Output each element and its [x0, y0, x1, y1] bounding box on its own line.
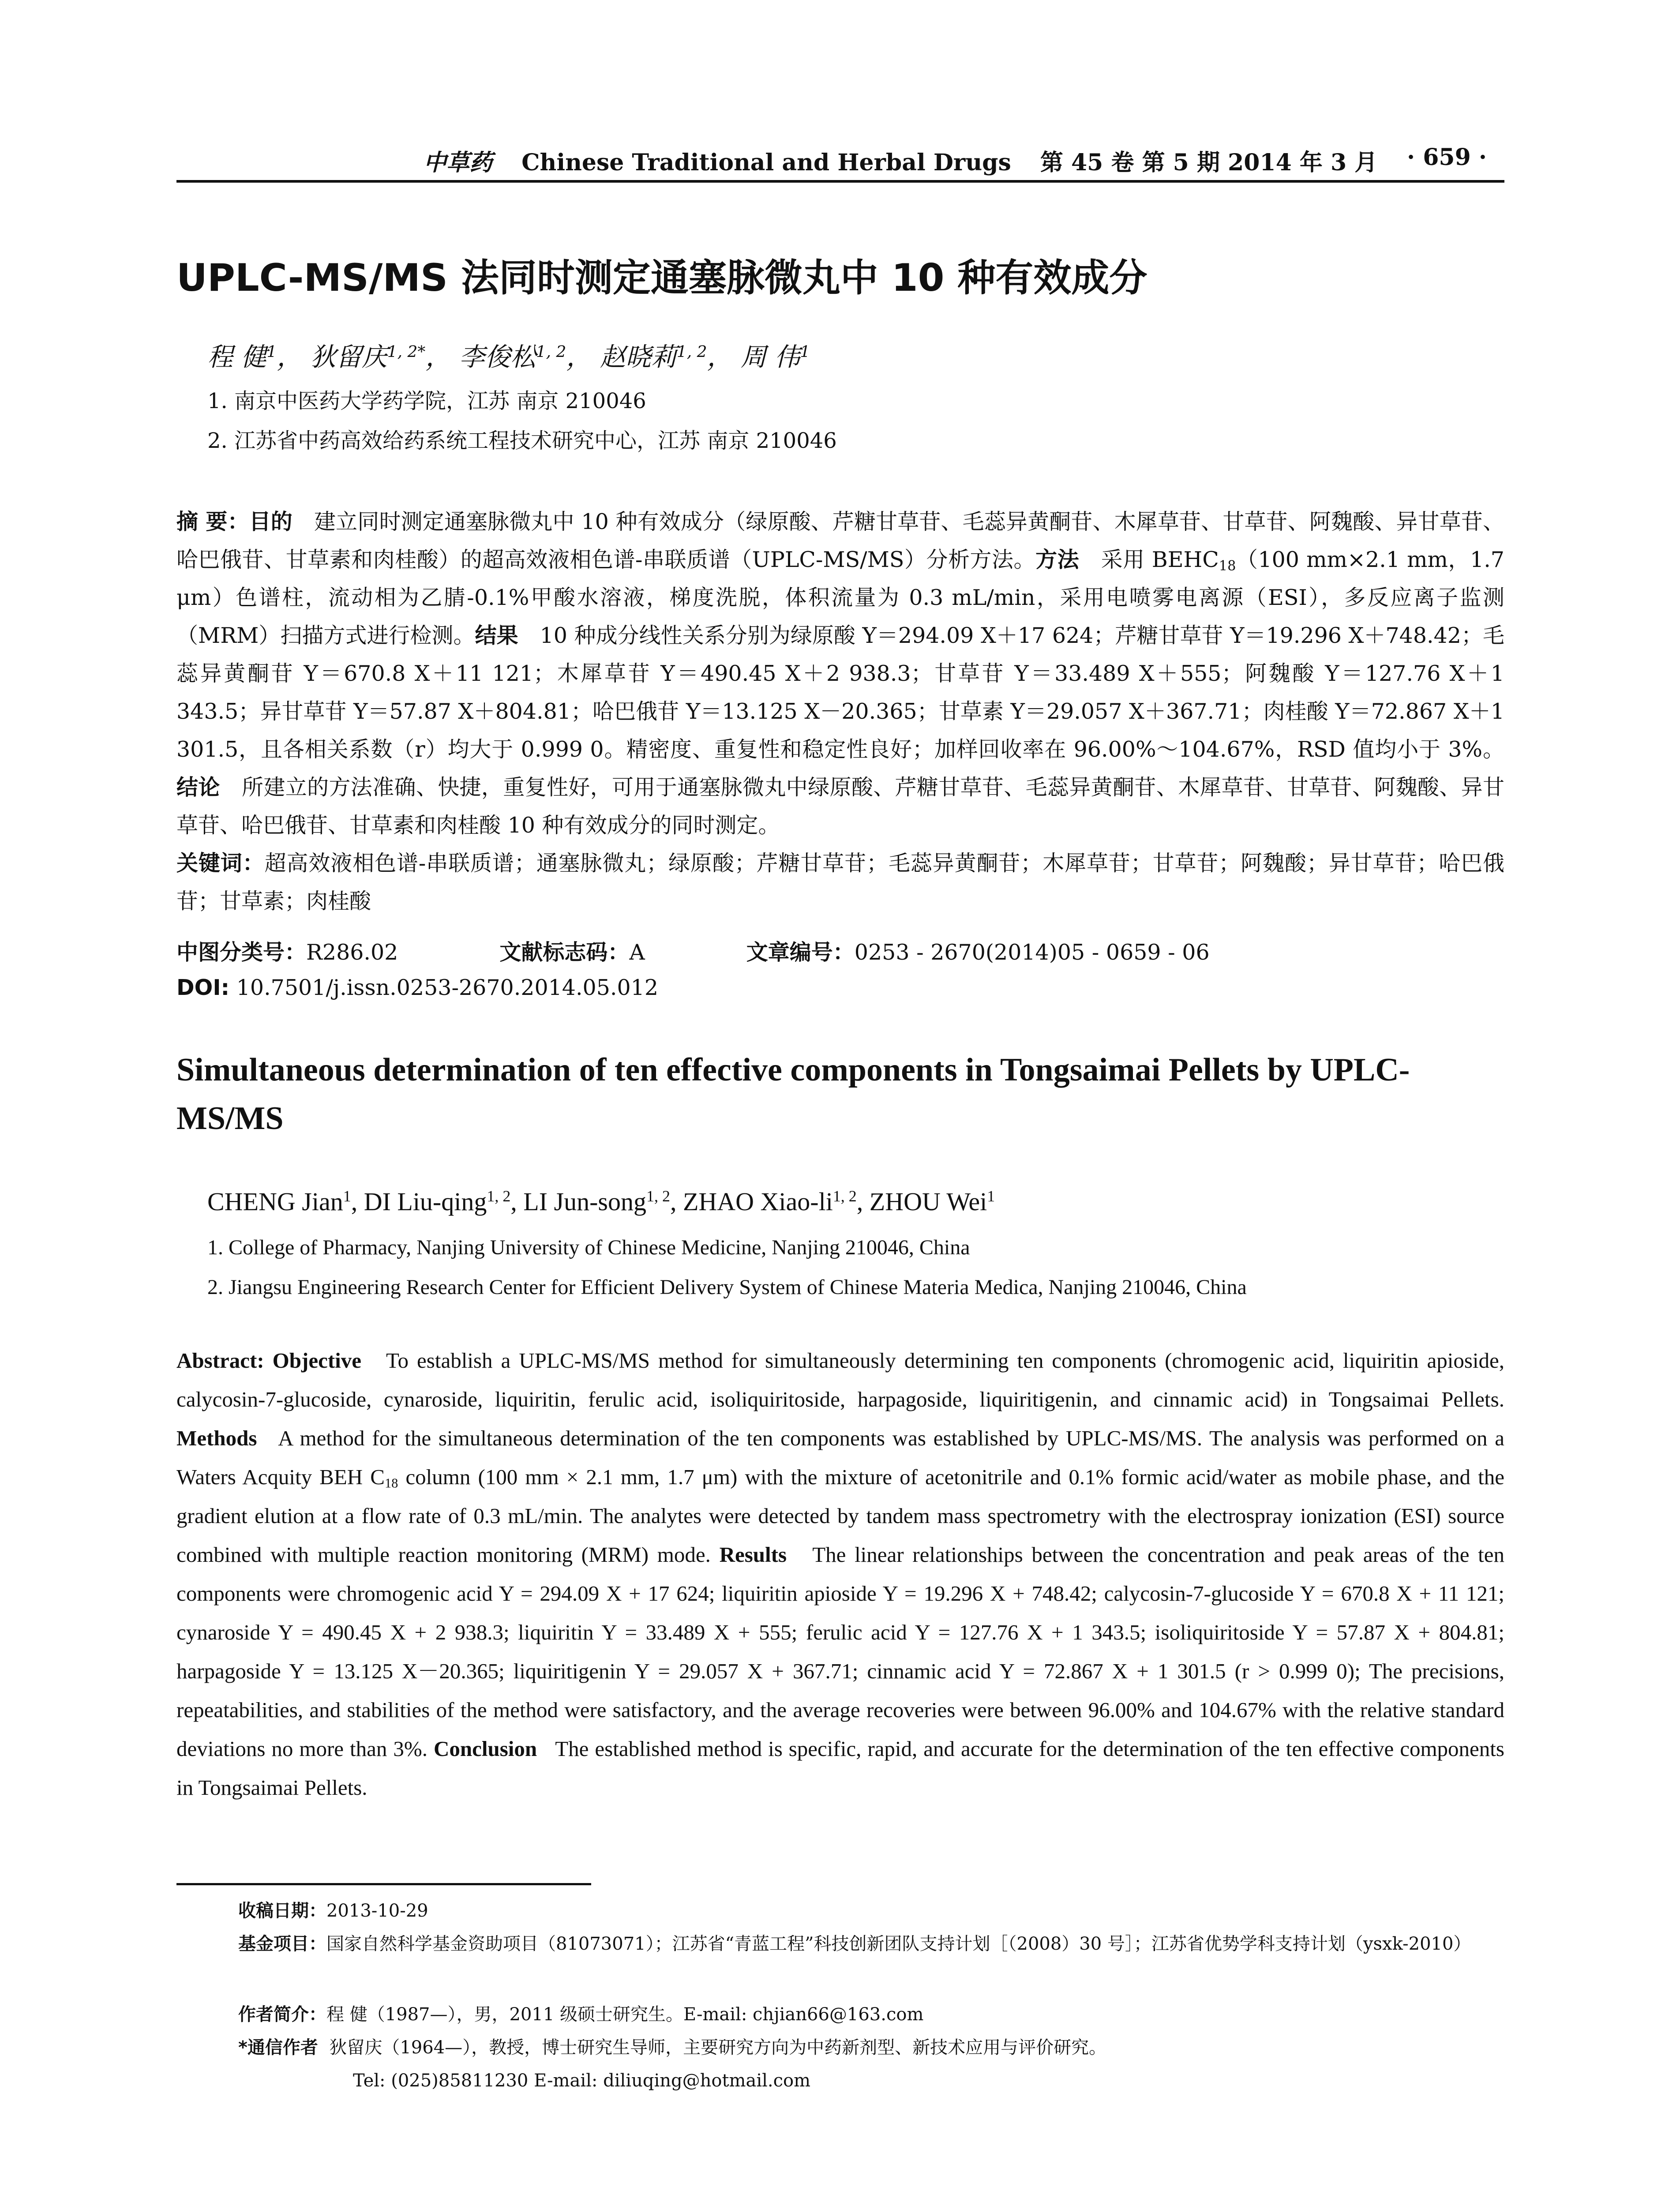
author-sup: 1, 2 [536, 343, 566, 361]
footnote-contact: Tel: (025)85811230 E-mail: diliuqing@hotmail.com [353, 2071, 811, 2091]
footnote-corresponding [238, 2034, 1500, 2061]
en-affiliation-2: 2. Jiangsu Engineering Research Center for Efficient Delivery System of Chinese Materia Medica, Nanjing 210046, China [207, 1276, 1247, 1299]
doc-code-value: A [629, 940, 645, 965]
author-name: CHENG Jian [207, 1187, 343, 1216]
zh-results-label: 结果 [475, 623, 518, 648]
corr-label: *通信作者 [238, 2037, 318, 2058]
running-header [176, 140, 1504, 183]
author-sup: 1 [987, 1187, 995, 1205]
author-sup: 1 [266, 343, 277, 361]
author-sup: 1, 2 [646, 1187, 670, 1205]
journal-line [424, 144, 1377, 177]
en-abstract [176, 1341, 1504, 1807]
author-name: DI Liu-qing [364, 1187, 487, 1216]
zh-conclusion-text: 所建立的方法准确、快捷，重复性好，可用于通塞脉微丸中绿原酸、芹糖甘草苷、毛蕊异黄酮苷、木犀草苷、甘草苷、阿魏酸、异甘草苷、哈巴俄苷、甘草素和肉桂酸 10 种有效成分的同时测定。 [176, 775, 1504, 838]
author-name: 赵晓莉 [600, 342, 677, 372]
bio-value: 程 健（1987—），男，2011 级硕士研究生。E-mail: chjian66@163.com [326, 2004, 924, 2025]
en-affiliation-1: 1. College of Pharmacy, Nanjing University of Chinese Medicine, Nanjing 210046, China [207, 1236, 970, 1259]
fund-value: 国家自然科学基金资助项目（81073071）；江苏省“青蓝工程”科技创新团队支持计划［（2008）30 号］；江苏省优势学科支持计划（ysxk-2010） [326, 1934, 1471, 1954]
doc-code-label: 文献标志码： [499, 940, 630, 965]
zh-affiliation-2: 2. 江苏省中药高效给药系统工程技术研究中心，江苏 南京 210046 [207, 428, 837, 453]
bio-label: 作者简介： [238, 2004, 326, 2025]
author-sup: 1, 2 [832, 1187, 857, 1205]
en-methods-label: Methods [176, 1426, 257, 1450]
zh-keywords-text: 超高效液相色谱-串联质谱；通塞脉微丸；绿原酸；芹糖甘草苷；毛蕊异黄酮苷；木犀草苷；甘草苷；阿魏酸；异甘草苷；哈巴俄苷；甘草素；肉桂酸 [176, 851, 1504, 914]
page-number: · 659 · [1407, 144, 1487, 171]
en-conclusion-label: Conclusion [433, 1737, 537, 1761]
doi-label: DOI: [176, 975, 230, 1000]
en-methods-sub: 18 [384, 1475, 398, 1491]
zh-objective-label: 目的 [249, 509, 292, 534]
doi-line [176, 975, 658, 1000]
zh-abstract-label: 摘 要： [176, 509, 249, 534]
doi-value: 10.7501/j.issn.0253-2670.2014.05.012 [236, 975, 658, 1000]
en-conclusion-text: The established method is specific, rapid, and accurate for the determination of the ten effective components in Tongsaimai Pellets. [176, 1737, 1504, 1800]
en-authors: CHENG Jian$^1$, DI Liu-qing$^{1, 2}$, LI Jun-song$^{1, 2}$, ZHAO Xiao-li$^{1, 2}$, ZHOU Wei$^1$ [207, 1187, 995, 1216]
author-name: 周 伟 [740, 342, 800, 372]
corr-value: 狄留庆（1964—），教授，博士研究生导师，主要研究方向为中药新剂型、新技术应用与评价研究。 [329, 2037, 1107, 2058]
author-name: LI Jun-song [523, 1187, 646, 1216]
clc-label: 中图分类号： [176, 940, 307, 965]
author-sup: 1 [800, 343, 810, 361]
footnote-received [238, 1897, 1500, 1925]
zh-methods-text-2: （100 mm×2.1 mm，1.7 μm）色谱柱，流动相为乙腈-0.1%甲酸水溶液，梯度洗脱，体积流量为 0.3 mL/min，采用电喷雾电离源（ESI），多反应离子监测（MRM）扫描方式进行检测。 [176, 547, 1504, 648]
article-no-label: 文章编号： [746, 940, 855, 965]
en-methods-text: A method for the simultaneous determination of the ten components was established by UPLC-MS/MS. The analysis was performed on a Waters Acquity BEH C [176, 1426, 1505, 1489]
zh-methods-text: 采用 BEHC [1101, 547, 1219, 572]
clc-value: R286.02 [306, 940, 398, 965]
author-sup: 1, 2* [387, 343, 426, 361]
en-methods-text-2: column (100 mm × 2.1 mm, 1.7 μm) with the mixture of acetonitrile and 0.1% formic acid/water as mobile phase, and the gradient elution at a flow rate of 0.3 mL/min. The analytes were detected by tandem mass spectrometry with the electrospray ionization (ESI) source combined with multiple reaction monitoring (MRM) mode. [176, 1465, 1504, 1567]
received-label: 收稿日期： [238, 1901, 326, 1921]
zh-keywords-label: 关键词： [176, 851, 265, 876]
footnote-bio [238, 2001, 1500, 2028]
zh-affiliation-1: 1. 南京中医药大学药学院，江苏 南京 210046 [207, 389, 646, 413]
en-results-text: The linear relationships between the concentration and peak areas of the ten components were chromogenic acid Y = 294.09 X + 17 624; liquiritin apioside Y = 19.296 X + 748.42; calycosin-7-glucoside Y = 670.8 X + 11 121; cynaroside Y = 490.45 X + 2 938.3; liquiritin Y = 33.489 X + 555; ferulic acid Y = 127.76 X + 1 343.5; isoliquiritoside Y = 57.87 X + 804.81; harpagoside Y = 13.125 X－20.365; liquiritigenin Y = 29.057 X + 367.71; cinnamic acid Y = 72.867 X + 1 301.5 (r > 0.999 0); The precisions, repeatabilities, and stabilities of the method were satisfactory, and the average recoveries were between 96.00% and 104.67% with the relative standard deviations no more than 3%. [176, 1542, 1505, 1761]
author-name: ZHOU Wei [869, 1187, 987, 1216]
footnote-fund [238, 1930, 1500, 1958]
article-no-value: 0253 - 2670(2014)05 - 0659 - 06 [854, 940, 1210, 965]
author-name: 程 健 [207, 342, 267, 372]
zh-authors: 程 健$^1$， 狄留庆$^{1, 2*}$， 李俊松$^{1, 2}$， 赵晓莉$^{1, 2}$， 周 伟$^1$ [207, 342, 810, 372]
zh-results-text: 10 种成分线性关系分别为绿原酸 Y＝294.09 X＋17 624；芹糖甘草苷 Y＝19.296 X＋748.42；毛蕊异黄酮苷 Y＝670.8 X＋11 121；木犀草苷 Y＝490.45 X＋2 938.3；甘草苷 Y＝33.489 X＋555；阿魏酸 Y＝127.76 X＋1 343.5；异甘草苷 Y＝57.87 X＋804.81；哈巴俄苷 Y＝13.125 X－20.365；甘草素 Y＝29.057 X＋367.71；肉桂酸 Y＝72.867 X＋1 301.5，且各相关系数（r）均大于 0.999 0。精密度、重复性和稳定性良好；加样回收率在 96.00%～104.67%，RSD 值均小于 3%。 [176, 623, 1504, 762]
footnote-rule [176, 1883, 591, 1885]
en-objective-label: Objective [272, 1348, 361, 1373]
en-abstract-label: Abstract: [176, 1348, 264, 1373]
author-name: ZHAO Xiao-li [682, 1187, 833, 1216]
author-sup: 1 [343, 1187, 351, 1205]
author-sup: 1, 2 [487, 1187, 511, 1205]
fund-label: 基金项目： [238, 1934, 326, 1954]
zh-conclusion-label: 结论 [176, 775, 220, 800]
zh-methods-sub: 18 [1219, 558, 1236, 574]
en-results-label: Results [719, 1542, 787, 1567]
author-name: 狄留庆 [310, 342, 387, 372]
zh-objective-text: 建立同时测定通塞脉微丸中 10 种有效成分（绿原酸、芹糖甘草苷、毛蕊异黄酮苷、木犀草苷、甘草苷、阿魏酸、异甘草苷、哈巴俄苷、甘草素和肉桂酸）的超高效液相色谱-串联质谱（UPLC-MS/MS）分析方法。 [176, 509, 1504, 572]
author-name: 李俊松 [459, 342, 536, 372]
journal-logo: 中草药 [424, 149, 493, 176]
received-value: 2013-10-29 [326, 1901, 428, 1921]
zh-classification-line [176, 935, 1210, 966]
author-sup: 1, 2 [676, 343, 707, 361]
en-objective-text: To establish a UPLC-MS/MS method for simultaneously determining ten components (chromogenic acid, liquiritin apioside, calycosin-7-glucoside, cynaroside, liquiritin, ferulic acid, isoliquiritoside, harpagoside, liquiritigenin, and cinnamic acid) in Tongsaimai Pellets. [176, 1348, 1505, 1411]
zh-title: UPLC-MS/MS 法同时测定通塞脉微丸中 10 种有效成分 [176, 256, 1148, 300]
en-title: Simultaneous determination of ten effective components in Tongsaimai Pellets by UPLC-MS/MS [176, 1052, 1410, 1137]
journal-name: Chinese Traditional and Herbal Drugs [521, 149, 1011, 176]
zh-abstract [176, 503, 1504, 920]
journal-issue: 第 45 卷 第 5 期 2014 年 3 月 [1040, 149, 1378, 176]
zh-methods-label: 方法 [1035, 547, 1080, 572]
